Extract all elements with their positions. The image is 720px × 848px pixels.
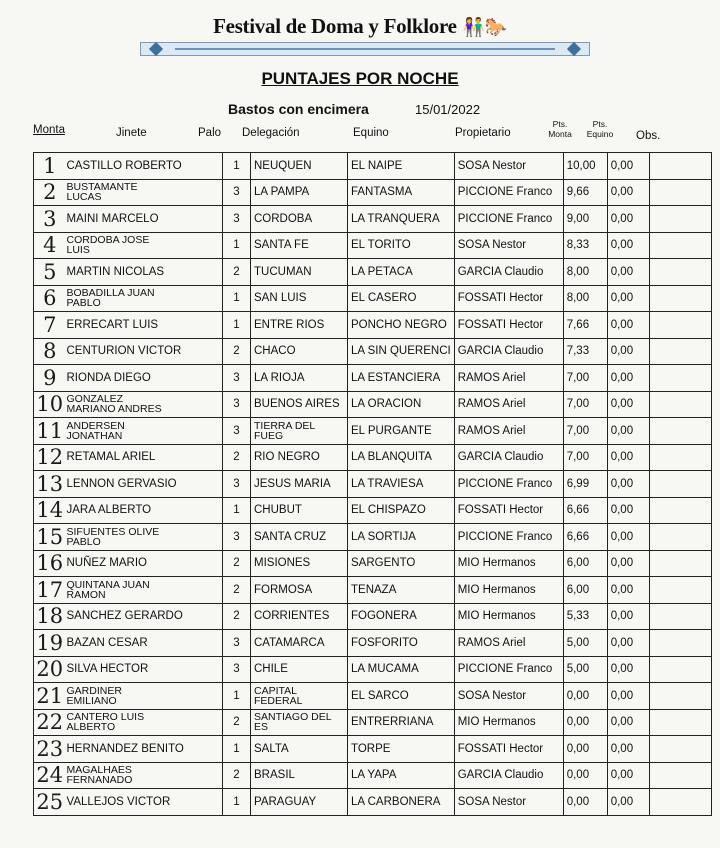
obs-cell: [649, 709, 711, 736]
table-row: [34, 418, 712, 445]
pts-monta-cell: 0,00: [563, 683, 607, 710]
equino-cell: EL PURGANTE: [348, 418, 455, 445]
jinete-cell: MAINI MARCELO: [66, 206, 223, 233]
equino-cell: LA MUCAMA: [348, 656, 455, 683]
pts-equino-cell: 0,00: [607, 179, 649, 206]
obs-cell: [649, 259, 711, 286]
palo-cell: 2: [223, 603, 251, 630]
delegacion-cell: PARAGUAY: [251, 789, 348, 816]
table-row: [34, 630, 712, 657]
palo-cell: 3: [223, 524, 251, 551]
palo-cell: 2: [223, 338, 251, 365]
table-row: [34, 656, 712, 683]
obs-cell: [649, 206, 711, 233]
jinete-cell: ERRECART LUIS: [66, 312, 223, 339]
col-header-pts-monta: Pts. Monta: [548, 119, 572, 139]
pts-monta-cell: 8,33: [563, 232, 607, 259]
pts-equino-cell: 0,00: [607, 259, 649, 286]
jinete-cell: VALLEJOS VICTOR: [66, 789, 223, 816]
monta-number: 12: [34, 444, 66, 471]
table-row: [34, 444, 712, 471]
monta-number: 4: [34, 232, 66, 259]
pts-equino-cell: 0,00: [607, 736, 649, 763]
delegacion-cell: JESUS MARIA: [251, 471, 348, 498]
monta-number: 1: [34, 153, 66, 180]
monta-number: 13: [34, 471, 66, 498]
jinete-cell: JARA ALBERTO: [66, 497, 223, 524]
obs-cell: [649, 497, 711, 524]
equino-cell: LA SORTIJA: [348, 524, 455, 551]
propietario-cell: MIO Hermanos: [454, 709, 563, 736]
col-header-pts-equino: Pts. Equino: [586, 119, 614, 139]
delegacion-cell: SALTA: [251, 736, 348, 763]
propietario-cell: PICCIONE Franco: [454, 206, 563, 233]
pts-monta-cell: 5,33: [563, 603, 607, 630]
table-row: [34, 312, 712, 339]
monta-number: 24: [34, 762, 66, 789]
col-header-monta: Monta: [33, 124, 65, 136]
propietario-cell: GARCIA Claudio: [454, 338, 563, 365]
pts-equino-cell: 0,00: [607, 338, 649, 365]
table-row: [34, 338, 712, 365]
table-row: [34, 365, 712, 392]
jinete-cell: CORDOBA JOSE LUIS: [66, 232, 223, 259]
pts-equino-cell: 0,00: [607, 232, 649, 259]
palo-cell: 3: [223, 471, 251, 498]
jinete-cell: ANDERSEN JONATHAN: [66, 418, 223, 445]
delegacion-cell: SAN LUIS: [251, 285, 348, 312]
dancers-horse-logo-icon: 👫🐎: [462, 17, 507, 37]
table-row: [34, 683, 712, 710]
propietario-cell: SOSA Nestor: [454, 153, 563, 180]
delegacion-cell: RIO NEGRO: [251, 444, 348, 471]
jinete-cell: SIFUENTES OLIVE PABLO: [66, 524, 223, 551]
pts-monta-cell: 7,33: [563, 338, 607, 365]
pts-equino-cell: 0,00: [607, 391, 649, 418]
jinete-cell: GARDINER EMILIANO: [66, 683, 223, 710]
monta-number: 15: [34, 524, 66, 551]
title-text: Festival de Doma y Folklore: [213, 14, 457, 38]
equino-cell: LA TRAVIESA: [348, 471, 455, 498]
palo-cell: 3: [223, 418, 251, 445]
table-row: [34, 206, 712, 233]
jinete-cell: CASTILLO ROBERTO: [66, 153, 223, 180]
obs-cell: [649, 524, 711, 551]
pts-equino-cell: 0,00: [607, 603, 649, 630]
monta-number: 9: [34, 365, 66, 392]
pts-equino-cell: 0,00: [607, 444, 649, 471]
monta-number: 14: [34, 497, 66, 524]
equino-cell: LA TRANQUERA: [348, 206, 455, 233]
pts-monta-cell: 0,00: [563, 762, 607, 789]
propietario-cell: GARCIA Claudio: [454, 762, 563, 789]
equino-cell: EL NAIPE: [348, 153, 455, 180]
obs-cell: [649, 153, 711, 180]
equino-cell: EL CASERO: [348, 285, 455, 312]
jinete-cell: MARTIN NICOLAS: [66, 259, 223, 286]
pts-monta-cell: 7,00: [563, 418, 607, 445]
delegacion-cell: FORMOSA: [251, 577, 348, 604]
pts-equino-cell: 0,00: [607, 762, 649, 789]
scores-table: [33, 152, 712, 816]
pts-equino-cell: 0,00: [607, 683, 649, 710]
monta-number: 25: [34, 789, 66, 816]
table-row: [34, 789, 712, 816]
delegacion-cell: LA RIOJA: [251, 365, 348, 392]
table-row: [34, 709, 712, 736]
monta-number: 5: [34, 259, 66, 286]
obs-cell: [649, 762, 711, 789]
delegacion-cell: CATAMARCA: [251, 630, 348, 657]
monta-number: 16: [34, 550, 66, 577]
obs-cell: [649, 312, 711, 339]
delegacion-cell: MISIONES: [251, 550, 348, 577]
monta-number: 6: [34, 285, 66, 312]
palo-cell: 1: [223, 312, 251, 339]
festival-title: [0, 14, 720, 39]
col-header-propietario: Propietario: [455, 127, 511, 139]
obs-cell: [649, 232, 711, 259]
monta-number: 8: [34, 338, 66, 365]
jinete-cell: LENNON GERVASIO: [66, 471, 223, 498]
pts-monta-cell: 7,00: [563, 365, 607, 392]
monta-number: 21: [34, 683, 66, 710]
pts-monta-cell: 5,00: [563, 630, 607, 657]
delegacion-cell: BUENOS AIRES: [251, 391, 348, 418]
propietario-cell: FOSSATI Hector: [454, 497, 563, 524]
pts-equino-cell: 0,00: [607, 656, 649, 683]
col-header-obs: Obs.: [636, 130, 661, 142]
delegacion-cell: CHUBUT: [251, 497, 348, 524]
propietario-cell: RAMOS Ariel: [454, 391, 563, 418]
jinete-cell: BUSTAMANTE LUCAS: [66, 179, 223, 206]
jinete-cell: SILVA HECTOR: [66, 656, 223, 683]
jinete-cell: SANCHEZ GERARDO: [66, 603, 223, 630]
palo-cell: 3: [223, 206, 251, 233]
delegacion-cell: CHILE: [251, 656, 348, 683]
delegacion-cell: LA PAMPA: [251, 179, 348, 206]
palo-cell: 2: [223, 444, 251, 471]
pts-equino-cell: 0,00: [607, 365, 649, 392]
pts-monta-cell: 9,66: [563, 179, 607, 206]
propietario-cell: RAMOS Ariel: [454, 418, 563, 445]
palo-cell: 1: [223, 232, 251, 259]
obs-cell: [649, 736, 711, 763]
monta-number: 3: [34, 206, 66, 233]
propietario-cell: RAMOS Ariel: [454, 365, 563, 392]
palo-cell: 2: [223, 259, 251, 286]
palo-cell: 1: [223, 789, 251, 816]
propietario-cell: SOSA Nestor: [454, 683, 563, 710]
equino-cell: EL CHISPAZO: [348, 497, 455, 524]
equino-cell: LA YAPA: [348, 762, 455, 789]
delegacion-cell: ENTRE RIOS: [251, 312, 348, 339]
equino-cell: LA SIN QUERENCI: [348, 338, 455, 365]
palo-cell: 3: [223, 179, 251, 206]
jinete-cell: BAZAN CESAR: [66, 630, 223, 657]
monta-number: 23: [34, 736, 66, 763]
obs-cell: [649, 550, 711, 577]
obs-cell: [649, 365, 711, 392]
propietario-cell: PICCIONE Franco: [454, 656, 563, 683]
propietario-cell: RAMOS Ariel: [454, 630, 563, 657]
palo-cell: 2: [223, 762, 251, 789]
delegacion-cell: BRASIL: [251, 762, 348, 789]
table-row: [34, 471, 712, 498]
pts-monta-cell: 8,00: [563, 285, 607, 312]
monta-number: 17: [34, 577, 66, 604]
pts-monta-cell: 7,66: [563, 312, 607, 339]
monta-number: 20: [34, 656, 66, 683]
delegacion-cell: TUCUMAN: [251, 259, 348, 286]
obs-cell: [649, 789, 711, 816]
jinete-cell: CENTURION VICTOR: [66, 338, 223, 365]
pts-equino-cell: 0,00: [607, 471, 649, 498]
delegacion-cell: CHACO: [251, 338, 348, 365]
delegacion-cell: SANTA FE: [251, 232, 348, 259]
equino-cell: FANTASMA: [348, 179, 455, 206]
propietario-cell: FOSSATI Hector: [454, 736, 563, 763]
obs-cell: [649, 444, 711, 471]
propietario-cell: SOSA Nestor: [454, 232, 563, 259]
pts-monta-cell: 6,66: [563, 524, 607, 551]
palo-cell: 3: [223, 391, 251, 418]
obs-cell: [649, 418, 711, 445]
pts-monta-cell: 0,00: [563, 709, 607, 736]
pts-monta-cell: 0,00: [563, 736, 607, 763]
pts-monta-cell: 7,00: [563, 444, 607, 471]
obs-cell: [649, 630, 711, 657]
palo-cell: 2: [223, 709, 251, 736]
obs-cell: [649, 391, 711, 418]
pts-equino-cell: 0,00: [607, 630, 649, 657]
propietario-cell: FOSSATI Hector: [454, 312, 563, 339]
palo-cell: 1: [223, 153, 251, 180]
pts-monta-cell: 0,00: [563, 789, 607, 816]
equino-cell: LA BLANQUITA: [348, 444, 455, 471]
propietario-cell: SOSA Nestor: [454, 789, 563, 816]
pts-equino-cell: 0,00: [607, 153, 649, 180]
obs-cell: [649, 338, 711, 365]
decorative-band: [140, 42, 590, 56]
pts-equino-cell: 0,00: [607, 524, 649, 551]
jinete-cell: GONZALEZ MARIANO ANDRES: [66, 391, 223, 418]
table-row: [34, 550, 712, 577]
table-row: [34, 603, 712, 630]
table-row: [34, 524, 712, 551]
palo-cell: 3: [223, 656, 251, 683]
obs-cell: [649, 179, 711, 206]
pts-monta-cell: 6,00: [563, 550, 607, 577]
pts-equino-cell: 0,00: [607, 577, 649, 604]
jinete-cell: BOBADILLA JUAN PABLO: [66, 285, 223, 312]
propietario-cell: MIO Hermanos: [454, 577, 563, 604]
col-header-delegacion: Delegación: [242, 127, 300, 139]
propietario-cell: PICCIONE Franco: [454, 524, 563, 551]
pts-equino-cell: 0,00: [607, 312, 649, 339]
obs-cell: [649, 577, 711, 604]
monta-number: 7: [34, 312, 66, 339]
table-row: [34, 232, 712, 259]
palo-cell: 1: [223, 285, 251, 312]
col-header-palo: Palo: [198, 127, 222, 139]
pts-monta-cell: 6,00: [563, 577, 607, 604]
delegacion-cell: SANTIAGO DEL ES: [251, 709, 348, 736]
delegacion-cell: CORDOBA: [251, 206, 348, 233]
delegacion-cell: CAPITAL FEDERAL: [251, 683, 348, 710]
equino-cell: LA CARBONERA: [348, 789, 455, 816]
pts-monta-cell: 10,00: [563, 153, 607, 180]
pts-equino-cell: 0,00: [607, 497, 649, 524]
pts-monta-cell: 9,00: [563, 206, 607, 233]
delegacion-cell: SANTA CRUZ: [251, 524, 348, 551]
propietario-cell: MIO Hermanos: [454, 550, 563, 577]
palo-cell: 1: [223, 683, 251, 710]
delegacion-cell: TIERRA DEL FUEG: [251, 418, 348, 445]
pts-monta-cell: 6,66: [563, 497, 607, 524]
pts-equino-cell: 0,00: [607, 709, 649, 736]
jinete-cell: HERNANDEZ BENITO: [66, 736, 223, 763]
obs-cell: [649, 471, 711, 498]
table-row: [34, 285, 712, 312]
category-label: Bastos con encimera: [228, 101, 369, 117]
equino-cell: FOSFORITO: [348, 630, 455, 657]
equino-cell: EL TORITO: [348, 232, 455, 259]
jinete-cell: MAGALHAES FERNANADO: [66, 762, 223, 789]
propietario-cell: PICCIONE Franco: [454, 179, 563, 206]
monta-number: 11: [34, 418, 66, 445]
propietario-cell: FOSSATI Hector: [454, 285, 563, 312]
obs-cell: [649, 603, 711, 630]
table-row: [34, 259, 712, 286]
palo-cell: 2: [223, 577, 251, 604]
table-row: [34, 153, 712, 180]
col-header-jinete: Jinete: [116, 127, 147, 139]
table-row: [34, 179, 712, 206]
table-row: [34, 497, 712, 524]
equino-cell: EL SARCO: [348, 683, 455, 710]
palo-cell: 1: [223, 497, 251, 524]
delegacion-cell: NEUQUEN: [251, 153, 348, 180]
monta-number: 19: [34, 630, 66, 657]
obs-cell: [649, 683, 711, 710]
pts-monta-cell: 7,00: [563, 391, 607, 418]
pts-equino-cell: 0,00: [607, 285, 649, 312]
propietario-cell: GARCIA Claudio: [454, 444, 563, 471]
equino-cell: TORPE: [348, 736, 455, 763]
palo-cell: 2: [223, 550, 251, 577]
obs-cell: [649, 656, 711, 683]
equino-cell: ENTRERRIANA: [348, 709, 455, 736]
equino-cell: LA ESTANCIERA: [348, 365, 455, 392]
pts-monta-cell: 5,00: [563, 656, 607, 683]
table-row: [34, 391, 712, 418]
event-date: 15/01/2022: [415, 102, 481, 117]
table-row: [34, 762, 712, 789]
monta-number: 18: [34, 603, 66, 630]
jinete-cell: RETAMAL ARIEL: [66, 444, 223, 471]
palo-cell: 3: [223, 365, 251, 392]
pts-monta-cell: 6,99: [563, 471, 607, 498]
table-row: [34, 577, 712, 604]
jinete-cell: QUINTANA JUAN RAMON: [66, 577, 223, 604]
propietario-cell: GARCIA Claudio: [454, 259, 563, 286]
monta-number: 2: [34, 179, 66, 206]
pts-equino-cell: 0,00: [607, 206, 649, 233]
equino-cell: PONCHO NEGRO: [348, 312, 455, 339]
page-subtitle: PUNTAJES POR NOCHE: [261, 69, 459, 88]
equino-cell: SARGENTO: [348, 550, 455, 577]
equino-cell: FOGONERA: [348, 603, 455, 630]
pts-equino-cell: 0,00: [607, 789, 649, 816]
table-row: [34, 736, 712, 763]
pts-equino-cell: 0,00: [607, 550, 649, 577]
obs-cell: [649, 285, 711, 312]
equino-cell: TENAZA: [348, 577, 455, 604]
monta-number: 10: [34, 391, 66, 418]
palo-cell: 1: [223, 736, 251, 763]
propietario-cell: MIO Hermanos: [454, 603, 563, 630]
pts-equino-cell: 0,00: [607, 418, 649, 445]
equino-cell: LA PETACA: [348, 259, 455, 286]
pts-monta-cell: 8,00: [563, 259, 607, 286]
propietario-cell: PICCIONE Franco: [454, 471, 563, 498]
monta-number: 22: [34, 709, 66, 736]
jinete-cell: RIONDA DIEGO: [66, 365, 223, 392]
equino-cell: LA ORACION: [348, 391, 455, 418]
jinete-cell: CANTERO LUIS ALBERTO: [66, 709, 223, 736]
col-header-equino: Equino: [353, 127, 389, 139]
palo-cell: 3: [223, 630, 251, 657]
delegacion-cell: CORRIENTES: [251, 603, 348, 630]
jinete-cell: NUÑEZ MARIO: [66, 550, 223, 577]
